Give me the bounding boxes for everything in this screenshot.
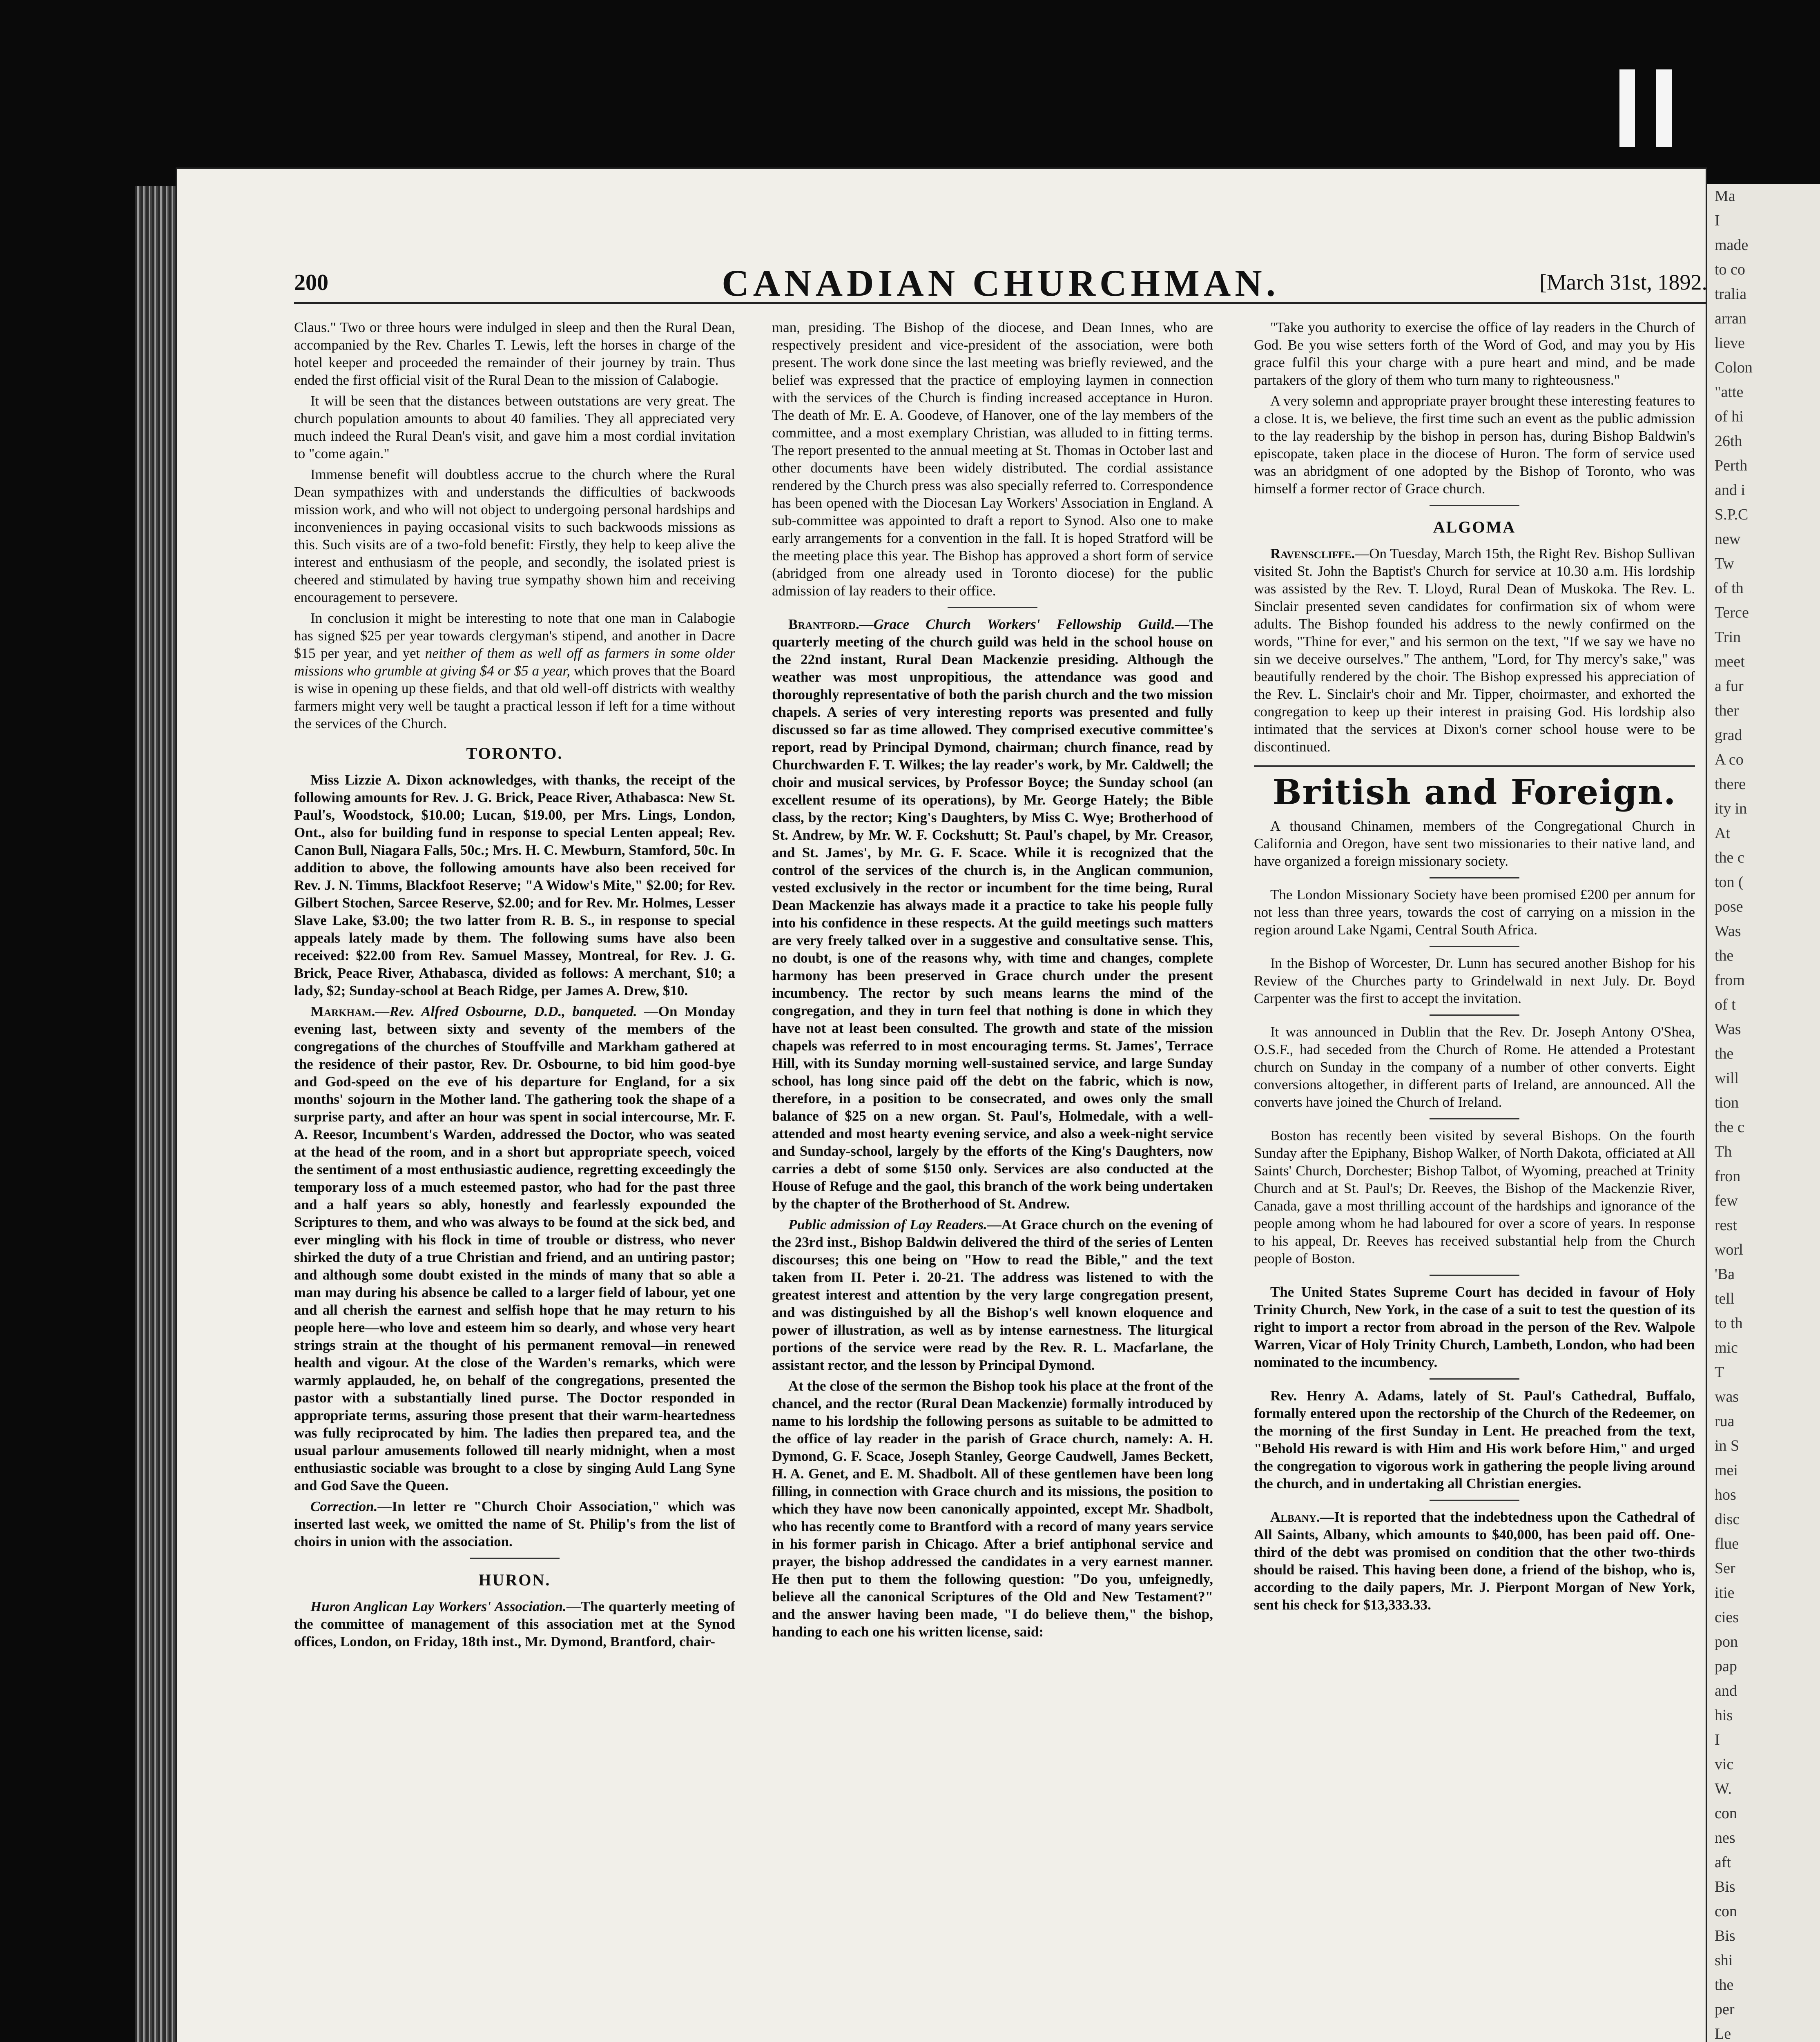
item-lead: Brantford. — [788, 616, 859, 632]
adjacent-page-fragment-line: arran — [1715, 310, 1747, 327]
paragraph-text: —In letter re "Church Choir Association," which was inserted last week, we omitted the name of St. Philip's from the list of choirs in union with the association. — [294, 1498, 735, 1549]
item-lead: Correction. — [310, 1498, 378, 1514]
news-item: Boston has recently been visited by several Bishops. On the fourth Sunday after the Epiphany, Bishop Walker, of North Dakota, officiated at All Saints' Church, Dorchester; Bishop Talbot, of Wyoming, preached at Trinity Church and at St. Paul's; Dr. Reeves, the Bishop of the Mackenzie River, Canada, gave a most thrilling account of the hardships and ignorance of the people among whom he had laboured for over a score of years. In response to his appeal, Dr. Reeves has received substantial help from the Church people of Boston. — [1254, 1128, 1695, 1266]
news-item: In the Bishop of Worcester, Dr. Lunn has secured another Bishop for his Review of the Churches party to Grindelwald in next July. Dr. Boyd Carpenter was the first to accept the invitation. — [1254, 955, 1695, 1006]
paragraph-text: —At Grace church on the evening of the 23rd inst., Bishop Baldwin delivered the third of the series of Lenten discourses; this one being on "How to read the Bible," and the text taken from II. Peter i. 20-21. The address was listened to with the greatest interest and attention by the very large congregation present, and was distinguished by all the Bishop's well known eloquence and power of illustration, as well as by intense earnestness. The liturgical portions of the service were read by the Rev. R. L. Macfarlane, the assistant rector, and the lesson by Principal Dymond. — [772, 1217, 1213, 1373]
adjacent-page-fragment-line: shi — [1715, 1952, 1733, 1969]
adjacent-page-fragment-line: Th — [1715, 1143, 1732, 1160]
adjacent-page-fragment-line: to th — [1715, 1315, 1743, 1332]
item-lead: Ravenscliffe. — [1270, 546, 1355, 562]
adjacent-page-fragment-line: tralia — [1715, 285, 1747, 303]
adjacent-page-fragment-line: Perth — [1715, 457, 1748, 474]
section-heading-algoma: ALGOMA — [1433, 518, 1516, 536]
paragraph-emphasis: neither of them as well off as farmers in some older missions who grumble at giving $4 or $5 a year, — [294, 645, 735, 679]
column-1 — [294, 319, 735, 2042]
adjacent-page-fragment-line: vic — [1715, 1756, 1734, 1773]
adjacent-page-fragment-line: S.P.C — [1715, 506, 1749, 523]
adjacent-page-fragment-line: aft — [1715, 1854, 1731, 1871]
section-heading-toronto: TORONTO. — [466, 744, 563, 762]
adjacent-page-fragment-line: tion — [1715, 1094, 1739, 1111]
divider — [1430, 1378, 1519, 1380]
adjacent-page-fragment-line: mic — [1715, 1339, 1738, 1356]
adjacent-page-fragment-line: Ser — [1715, 1560, 1735, 1577]
paragraph-text: In conclusion it might be interesting to note that one man in Calabogie has signed $25 per year towards clergyman's stipend, and another in Dacre $15 per year, and yet — [294, 610, 735, 661]
page-header — [294, 257, 1707, 304]
article-paragraph — [294, 1598, 735, 1650]
adjacent-page-fragment-line: made — [1715, 236, 1749, 254]
adjacent-page-fragment-line: Colon — [1715, 359, 1753, 376]
masthead-title: CANADIAN CHURCHMAN. — [722, 262, 1280, 304]
paragraph-text: —The quarterly meeting of the committee of management of this association met at the Synod offices, London, on Friday, 18th inst., Mr. Dymond, Brantford, chair- — [294, 1598, 735, 1650]
adjacent-page-fragment-line: Was — [1715, 1021, 1741, 1038]
adjacent-page-fragment-line: W. — [1715, 1780, 1732, 1797]
adjacent-page-fragment-line: con — [1715, 1805, 1737, 1822]
item-subtitle: —Grace Church Workers' Fellowship Guild. — [859, 616, 1175, 632]
adjacent-page-fragment-line: 'Ba — [1715, 1266, 1735, 1283]
news-item: A thousand Chinamen, members of the Congregational Church in California and Oregon, have sent two missionaries to their native land, and have organized a foreign missionary society. — [1254, 818, 1695, 869]
article-paragraph: Miss Lizzie A. Dixon acknowledges, with thanks, the receipt of the following amounts for Rev. J. G. Brick, Peace River, Athabasca: New St. Paul's, Woodstock, $10.00; Lucan, $19.00, per Mrs. Lings, London, Ont., also for building fund in response to special Lenten appeal; Rev. Canon Bull, Niagara Falls, 50c.; Mrs. H. C. Mewburn, Stamford, 50c. In addition to above, the following amounts have also been received for Rev. J. N. Timms, Blackfoot Reserve; "A Widow's Mite," $2.00; for Rev. Gilbert Stochen, Sarcee Reserve, $2.00; and for Rev. Mr. Holmes, Lesser Slave Lake, $3.00; the two latter from R. B. S., in response to special appeals lately made by them. The following sums have also been received: $22.00 from Rev. Samuel Massey, Montreal, for Rev. J. G. Brick, Peace River, Athabasca, divided as follows: A merchant, $10; a lady, $2; Sunday-school at Beach Ridge, per James A. Drew, $10. — [294, 772, 735, 999]
adjacent-page-fragment-line: grad — [1715, 727, 1742, 744]
adjacent-page-fragment-line: tell — [1715, 1290, 1735, 1307]
adjacent-page-fragment-line: Bis — [1715, 1878, 1735, 1895]
adjacent-page-fragment-line: cies — [1715, 1609, 1739, 1626]
adjacent-page-fragment-line: hos — [1715, 1486, 1736, 1503]
divider — [1430, 1500, 1519, 1501]
adjacent-page-fragment-line: fron — [1715, 1168, 1741, 1185]
article-paragraph: A very solemn and appropriate prayer brought these interesting features to a close. It is, we believe, the first time such an event as the public admission to the lay readership by the bishop in person has, during Bishop Baldwin's episcopate, taken place in the diocese of Huron. The form of service used was an abridgment of one adopted by the Bishop of Toronto, who was himself a former rector of Grace church. — [1254, 393, 1695, 497]
adjacent-page-fragment-line: flue — [1715, 1535, 1739, 1552]
issue-date: [March 31st, 1892. — [1539, 270, 1707, 294]
item-lead: Huron Anglican Lay Workers' Association. — [310, 1598, 567, 1614]
column-3 — [1254, 319, 1695, 2042]
adjacent-page-fragment-line: the c — [1715, 1119, 1744, 1136]
adjacent-page-fragment-line: Trin — [1715, 629, 1741, 646]
adjacent-page-fragment-line: the c — [1715, 849, 1744, 866]
adjacent-page-fragment-line: rua — [1715, 1413, 1735, 1430]
adjacent-page-fragment-line: there — [1715, 776, 1746, 793]
article-paragraph: "Take you authority to exercise the office of lay readers in the Church of God. Be you wise setters forth of the Word of God, and may you by His grace fulfil this your charge with a pure heart and mind, and be made partakers of the glory of them who turn many to righteousness." — [1254, 319, 1695, 388]
paragraph-text: —It is reported that the indebtedness upon the Cathedral of All Saints, Albany, which amounts to $40,000, has been paid off. One-third of the debt was promised on condition that the other two-thirds should be raised. This having been done, a friend of the bishop, who is, according to the daily papers, Mr. J. Pierpont Morgan of New York, sent his check for $13,333.33. — [1254, 1509, 1695, 1613]
adjacent-page-fragment-line: pap — [1715, 1658, 1737, 1675]
adjacent-page-fragment-line: mei — [1715, 1462, 1738, 1479]
adjacent-page-fragment-line: ity in — [1715, 800, 1747, 817]
adjacent-page-fragment-line: of th — [1715, 580, 1744, 597]
paragraph-text: —On Monday evening last, between sixty and seventy of the members of the congregations of the churches of Stouffville and Markham gathered at the residence of their pastor, Rev. Dr. Osbourne, to bid him good-bye and God-speed on the eve of his departure for England, for a six months' sojourn in the Mother land. The gathering took the shape of a surprise party, and after an hour was spent in social intercourse, Mr. F. A. Reesor, Incumbent's Warden, addressed the Doctor, who was seated at the head of the room, and in a short but appropriate speech, voiced the sentiment of a most enthusiastic audience, regretting exceedingly the temporary loss of a much esteemed pastor, who had for the past three and a half years so ably, honestly and fearlessly expounded the Scriptures to them, and who was always to be found at the sick bed, and ever mingling with his flock in time of trouble or distress, who never shirked the duty of a true Christian and friend, and an untiring pastor; and although some doubt existed in the minds of many that so able a man may during his absence be called to a larger field of labour, yet one and all cherish the earnest and selfish hope that he may return to his people here—who love and esteem him so dearly, and whose very heart strings strain at the thought of his permanent removal—in renewed health and vigour. At the close of the Warden's remarks, which were warmly applauded, he, on behalf of the congregations, presented the pastor with a substantially lined purse. The Doctor responded in appropriate terms, assuring those present that their warm-heartedness was fully reciprocated by him. The ladies then prepared tea, and the usual parlour amusements followed till nearly midnight, when a most enthusiastic sociable was brought to a close by singing Auld Lang Syne and God Save the Queen. — [294, 1003, 735, 1494]
divider — [470, 1558, 560, 1559]
adjacent-page-fragment-line: to co — [1715, 261, 1745, 278]
article-paragraph: Claus." Two or three hours were indulged in sleep and then the Rural Dean, accompanied by the Rev. Charles T. Lewis, left the horses in charge of the hotel keeper and proceeded the remainder of their journey by train. Thus ended the first official visit of the Rural Dean to the mission of Calabogie. — [294, 319, 735, 388]
adjacent-page-fragment-line: T — [1715, 1364, 1724, 1381]
section-divider — [1254, 765, 1695, 767]
adjacent-page-fragment-line: of hi — [1715, 408, 1744, 425]
adjacent-page-fragment-line: Bis — [1715, 1927, 1735, 1944]
adjacent-page-fragment-line: ther — [1715, 702, 1739, 719]
adjacent-page-fragment-line: Was — [1715, 923, 1741, 940]
item-subtitle: —Rev. Alfred Osbourne, D.D., banqueted. — [375, 1003, 637, 1019]
news-item: The United States Supreme Court has decided in favour of Holy Trinity Church, New York, in the case of a suit to test the question of its right to import a rector from abroad in the person of the Rev. Walpole Warren, Vicar of Holy Trinity Church, Lambeth, London, who had been nominated to the incumbency. — [1254, 1284, 1695, 1370]
divider — [1430, 1275, 1519, 1276]
adjacent-page-fragment-line: new — [1715, 531, 1741, 548]
adjacent-page-fragment-line: rest — [1715, 1217, 1737, 1234]
divider — [1430, 1118, 1519, 1119]
adjacent-page-fragment-line: nes — [1715, 1829, 1735, 1846]
adjacent-page-fragment-line: 26th — [1715, 432, 1742, 450]
article-paragraph: man, presiding. The Bishop of the diocese, and Dean Innes, who are respectively president and vice-president of the association, were both present. The work done since the last meeting was briefly reviewed, and the belief was expressed that the practice of employing laymen in connection with the services of the Church is finding increased acceptance in Huron. The death of Mr. E. A. Goodeve, of Hanover, one of the lay members of the committee, and a most exemplary Christian, was alluded to in fitting terms. The report presented to the annual meeting at St. Thomas in October last and other documents have been widely distributed. The cordial assistance rendered by the Church press was also specially referred to. Correspondence has been opened with the Diocesan Lay Workers' Association in England. A sub-committee was appointed to draft a report to Synod. Also one to make early arrangements for a convention in the fall. It is hoped Stratford will be the meeting place this year. The Bishop has approved a short form of service (abridged from one already used in Toronto diocese) for the public admission of lay readers to their office. — [772, 319, 1213, 599]
item-lead: Albany. — [1270, 1509, 1320, 1525]
adjacent-page-fragment-line: will — [1715, 1070, 1739, 1087]
paragraph-text: —The quarterly meeting of the church guild was held in the school house on the 22nd instant, Rural Dean Mackenzie presiding. Although the weather was most unpropitious, the attendance was good and thoroughly representative of both the parish church and the two mission chapels. A series of very interesting reports was presented and fully discussed so far as time allowed. They comprised executive committee's report, read by Principal Dymond, chairman; church finance, read by Churchwarden F. T. Wilkes; the lay reader's work, by Mr. Caldwell; the choir and musical services, by Professor Boyce; the Sunday school (an excellent resume of its operations), by Mr. George Hately; the Bible class, by the rector; King's Daughters, by Miss C. Wye; Brotherhood of St. Andrew, by Mr. W. F. Cockshutt; St. Paul's chapel, by Mr. Creasor, and St. James', by Mr. G. F. Scace. While it is recognized that the control of the services of the church is, in the Anglican communion, vested exclusively in the rector or incumbent for the time being, Rural Dean Mackenzie has always made it a practice to take his people fully into his confidence in these respects. At the guild meetings such matters are very freely talked over in a suggestive and consultative sense. This, no doubt, is one of the reasons why, with time and changes, complete harmony has been preserved in Grace church under the present incumbency. The rector by such means learns the mind of the congregation, and they in turn feel that nothing is done in which they have not at least been consulted. The growth and state of the mission chapels was referred to in most encouraging terms. St. James', Terrace Hill, with its Sunday morning well-sustained service, and large Sunday school, has long since paid off the debt on the fabric, which is now, therefore, in a position to be consecrated, and owes only the small balance of $25 on a new organ. St. Paul's, Holmedale, with a well-attended and most hearty evening service, and also a week-night service and Sunday-school, largely by the efforts of the King's Daughters, now carries a debt of some $150 only. Services are also conducted at the House of Refuge and the gaol, this branch of the work being undertaken by the chapter of the Brotherhood of St. Andrew. — [772, 616, 1213, 1212]
page-number: 200 — [294, 270, 328, 295]
article-paragraph — [294, 609, 735, 732]
item-lead: Markham. — [310, 1003, 375, 1019]
column-2 — [772, 319, 1213, 2042]
newspaper-page — [176, 167, 1707, 2042]
section-heading-huron: HURON. — [478, 1571, 551, 1589]
adjacent-page-fragment-line: ton ( — [1715, 874, 1744, 891]
adjacent-page-fragment-line: lieve — [1715, 334, 1745, 352]
adjacent-page-fragment-line: meet — [1715, 653, 1745, 670]
adjacent-page-fragment-line: disc — [1715, 1511, 1740, 1528]
news-item: The London Missionary Society have been promised £200 per annum for not less than three years, towards the cost of carrying on a mission in the region around Lake Ngami, Central South Africa. — [1254, 887, 1695, 938]
adjacent-page-fragment-line: pose — [1715, 898, 1743, 915]
adjacent-page-fragment-line: At — [1715, 825, 1730, 842]
paragraph-text: which proves that the Board is wise in opening up these fields, and that old well-off districts with wealthy farmers might very well be taught a practical lesson if left for a time without the services of the Church. — [294, 663, 735, 731]
news-item: It was announced in Dublin that the Rev. Dr. Joseph Antony O'Shea, O.S.F., had seceded from the Church of Rome. He attended a Protestant church on Sunday in the company of a number of other converts. Eight conversions altogether, in different parts of Ireland, are announced. All the converts have joined the Church of Ireland. — [1254, 1024, 1695, 1110]
adjacent-page-fragment-line: itie — [1715, 1584, 1735, 1601]
adjacent-page-fragment-line: his — [1715, 1707, 1733, 1724]
adjacent-page-fragment-line: from — [1715, 972, 1745, 989]
article-paragraph — [772, 1216, 1213, 1374]
adjacent-page-fragment-line: few — [1715, 1192, 1738, 1209]
article-paragraph: It will be seen that the distances between outstations are very great. The church population amounts to about 40 families. They all appreciated very much indeed the Rural Dean's visit, and gave him a most cordial invitation to "come again." — [294, 393, 735, 461]
adjacent-page-fragment-line: pon — [1715, 1633, 1738, 1650]
paragraph-text: —On Tuesday, March 15th, the Right Rev. Bishop Sullivan visited St. John the Baptist's Church for service at 10.30 a.m. His lordship was assisted by the Rev. T. Lloyd, Rural Dean of Muskoka. The Rev. L. Sinclair presented seven candidates for confirmation six of whom were adults. The Bishop founded his address to the newly confirmed on the words, "Thine for ever," and his sermon on the text, "If we say we have no sin we deceive ourselves." The anthem, "Lord, for Thy mercy's sake," was beautifully rendered by the choir. The Bishop expressed his appreciation of the Rev. L. Sinclair's choir and Mr. Tipper, choirmaster, and exhorted the congregation to keep up their interest in praising God. His lordship also intimated that the services at Dixon's corner school house were to be discontinued. — [1254, 546, 1695, 755]
adjacent-page-fragment-line: the — [1715, 1976, 1734, 1993]
divider — [1430, 946, 1519, 947]
adjacent-page-fragment-line: in S — [1715, 1437, 1740, 1454]
divider — [1430, 505, 1519, 506]
article-paragraph — [294, 1498, 735, 1550]
article-paragraph: At the close of the sermon the Bishop took his place at the front of the chancel, and the rector (Rural Dean Mackenzie) formally introduced by name to his lordship the following persons as suitable to be admitted to the office of lay reader in the parish of Grace church, namely: A. H. Dymond, G. F. Scace, Joseph Stanley, George Caudwell, James Beckett, H. A. Genet, and E. M. Shadbolt. All of these gentlemen have been long filling, in connection with Grace church and its missions, the position to which they have now been canonically appointed, except Mr. Shadbolt, who has recently come to Brantford with a record of many years service in his former parish in Chicago. After a brief antiphonal service and prayer, the bishop addressed the candidates in a very earnest manner. He then put to them the following question: "Do you, unfeignedly, believe all the canonical Scriptures of the Old and New Testament?" and the answer having been made, "I do believe them," the bishop, handing to each one his written license, said: — [772, 1378, 1213, 1640]
adjacent-page-fragment — [1707, 184, 1820, 2042]
adjacent-page-fragment-line: A co — [1715, 751, 1744, 768]
adjacent-page-text — [1707, 184, 1820, 2042]
adjacent-page-fragment-line: Tw — [1715, 555, 1735, 572]
adjacent-page-fragment-line: and i — [1715, 482, 1745, 499]
adjacent-page-fragment-line: Terce — [1715, 604, 1749, 621]
news-item: Rev. Henry A. Adams, lately of St. Paul's Cathedral, Buffalo, formally entered upon the rectorship of the Church of the Redeemer, on the morning of the first Sunday in Lent. He preached from the text, "Behold His reward is with Him and His work before Him," and urged the congregation to vigorous work in gathering the people living around the church, and in undertaking all Christian energies. — [1254, 1388, 1695, 1491]
article-paragraph — [772, 615, 1213, 1213]
adjacent-page-fragment-line: worl — [1715, 1241, 1743, 1258]
adjacent-page-fragment-line: con — [1715, 1903, 1737, 1920]
adjacent-page-fragment-line: Ma — [1715, 187, 1735, 205]
item-lead: Public admission of Lay Readers. — [788, 1217, 987, 1233]
scan-marker-top-2 — [1656, 69, 1672, 147]
adjacent-page-fragment-line: a fur — [1715, 678, 1744, 695]
adjacent-page-fragment-line: the — [1715, 947, 1734, 964]
article-paragraph — [1254, 545, 1695, 756]
adjacent-page-fragment-line: I — [1715, 212, 1720, 229]
adjacent-page-fragment-line: "atte — [1715, 383, 1744, 401]
adjacent-page-fragment-line: the — [1715, 1045, 1734, 1062]
divider — [1430, 1014, 1519, 1016]
adjacent-page-fragment-line: I — [1715, 1731, 1720, 1748]
scan-marker-top-1 — [1619, 69, 1635, 147]
article-paragraph — [294, 1003, 735, 1494]
adjacent-page-fragment-line: was — [1715, 1388, 1739, 1405]
divider — [1430, 877, 1519, 878]
section-heading-british-and-foreign: British and Foreign. — [1272, 772, 1677, 812]
adjacent-page-fragment-line: per — [1715, 2001, 1735, 2018]
divider — [948, 607, 1037, 608]
adjacent-page-fragment-line: of t — [1715, 996, 1736, 1013]
news-item — [1254, 1508, 1695, 1614]
adjacent-page-fragment-line: and — [1715, 1682, 1737, 1699]
adjacent-page-fragment-line: Le — [1715, 2025, 1731, 2042]
article-paragraph: Immense benefit will doubtless accrue to the church where the Rural Dean sympathizes with and understands the difficulties of backwoods mission work, and who will not object to undergoing personal hardships and inconveniences in paying occasional visits to such backwoods missions as this. Such visits are of a two-fold benefit: Firstly, they help to keep alive the interest and enthusiasm of the people, and secondly, the isolated priest is cheered and stimulated by having true sympathy shown him and receiving encouragement to persevere. — [294, 466, 735, 605]
